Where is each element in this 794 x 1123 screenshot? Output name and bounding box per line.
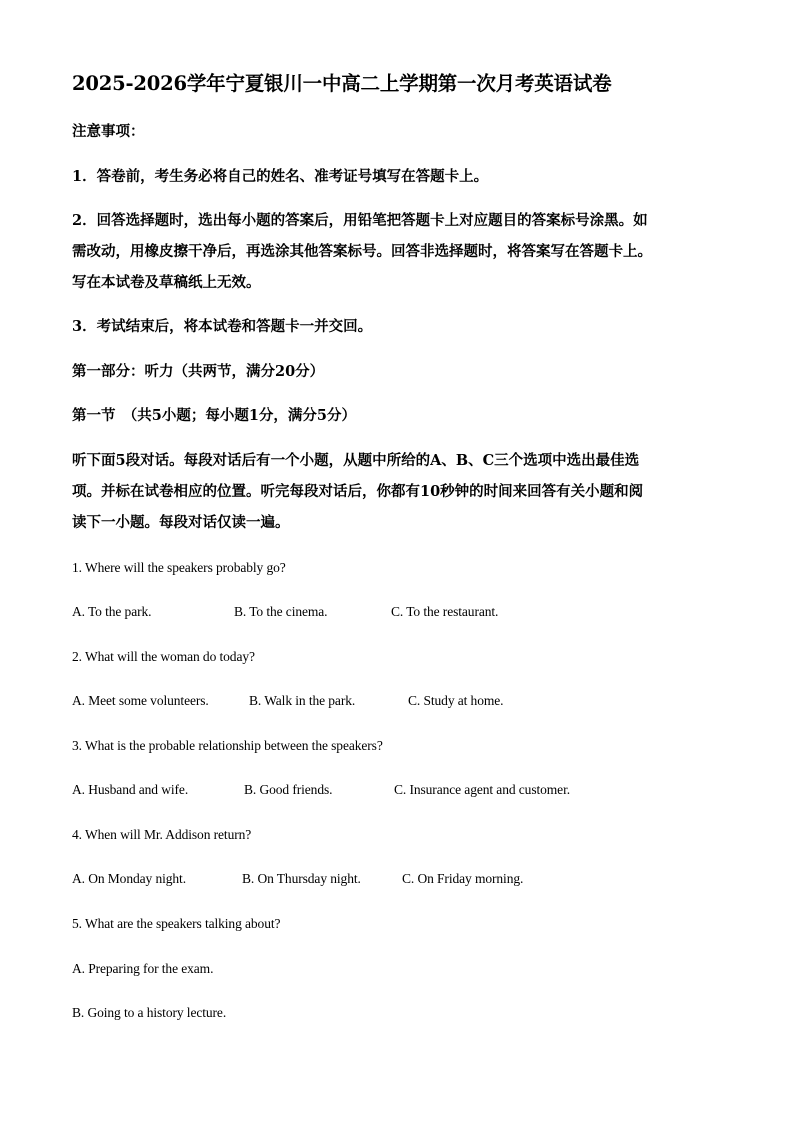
part-1-heading: 第一部分：听力（共两节，满分20分） (72, 363, 325, 380)
question-1: 1. Where will the speakers probably go? (72, 560, 286, 575)
question-4: 4. When will Mr. Addison return? (72, 827, 252, 842)
question-2-option-a: A. Meet some volunteers. (72, 693, 209, 708)
notice-heading: 注意事项： (72, 123, 145, 140)
question-2: 2. What will the woman do today? (72, 649, 255, 664)
question-1-option-a: A. To the park. (72, 604, 152, 619)
question-1-option-c: C. To the restaurant. (391, 604, 499, 619)
question-3-option-b: B. Good friends. (244, 782, 333, 797)
question-4-option-c: C. On Friday morning. (402, 871, 524, 886)
notice-item-3: 3．考试结束后，将本试卷和答题卡一并交回。 (72, 318, 373, 335)
instruction-line-2: 项。并标在试卷相应的位置。听完每段对话后，你都有10秒钟的时间来回答有关小题和阅 (72, 483, 644, 500)
question-2-option-c: C. Study at home. (408, 693, 504, 708)
question-4-option-b: B. On Thursday night. (242, 871, 361, 886)
instruction-line-1: 听下面5段对话。每段对话后有一个小题，从题中所给的A、B、C三个选项中选出最佳选 (72, 452, 640, 469)
section-1-heading: 第一节 （共5小题；每小题1分，满分5分） (72, 407, 357, 424)
notice-item-1: 1．答卷前，考生务必将自己的姓名、准考证号填写在答题卡上。 (72, 168, 489, 185)
question-4-option-a: A. On Monday night. (72, 871, 186, 886)
question-1-option-b: B. To the cinema. (234, 604, 328, 619)
question-5: 5. What are the speakers talking about? (72, 916, 281, 931)
question-3-option-c: C. Insurance agent and customer. (394, 782, 570, 797)
page-title: 2025-2026学年宁夏银川一中高二上学期第一次月考英语试卷 (72, 72, 612, 95)
question-2-option-b: B. Walk in the park. (249, 693, 356, 708)
notice-item-2-line-2: 需改动，用橡皮擦干净后，再选涂其他答案标号。回答非选择题时，将答案写在答题卡上。 (72, 243, 652, 260)
question-5-option-b: B. Going to a history lecture. (72, 1005, 227, 1020)
question-5-option-a: A. Preparing for the exam. (72, 961, 214, 976)
instruction-line-3: 读下一小题。每段对话仅读一遍。 (72, 514, 290, 531)
notice-item-2-line-3: 写在本试卷及草稿纸上无效。 (72, 274, 261, 291)
question-3: 3. What is the probable relationship between the speakers? (72, 738, 383, 753)
question-3-option-a: A. Husband and wife. (72, 782, 189, 797)
notice-item-2-line-1: 2．回答选择题时，选出每小题的答案后，用铅笔把答题卡上对应题目的答案标号涂黑。如 (72, 212, 648, 229)
